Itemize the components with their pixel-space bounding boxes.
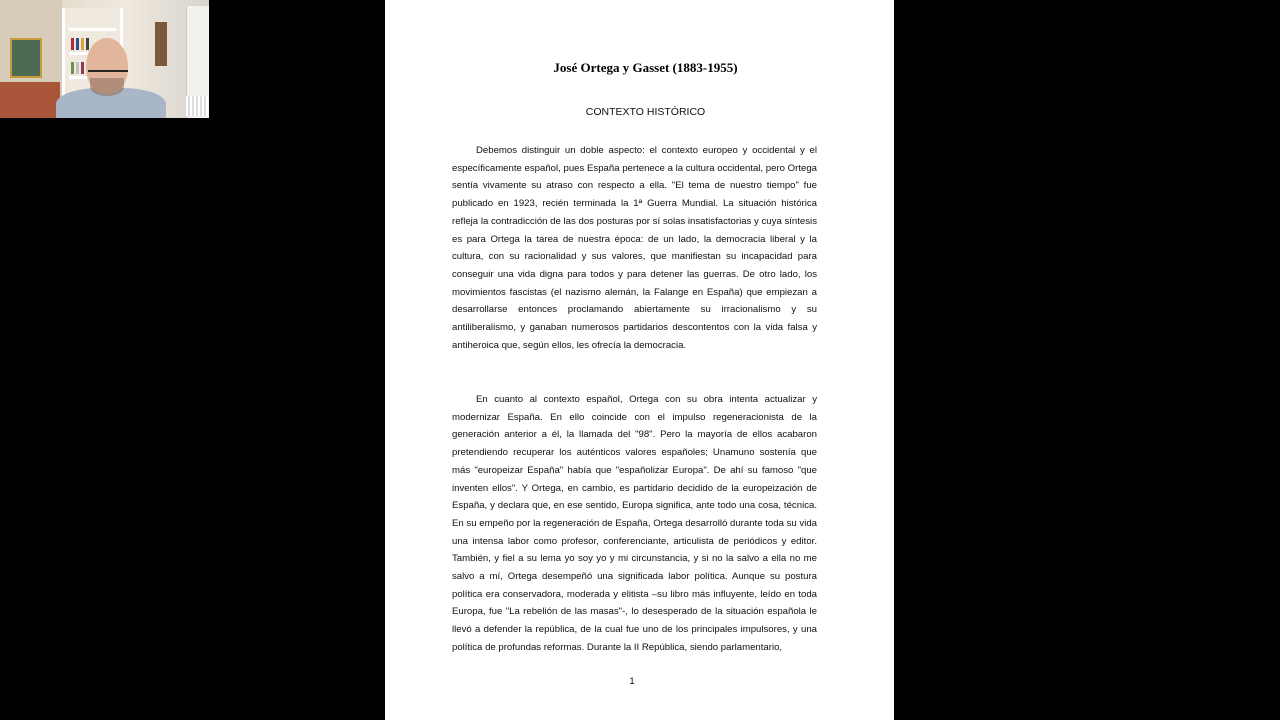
section-heading: CONTEXTO HISTÓRICO (585, 106, 706, 118)
webcam-frame (155, 22, 167, 66)
paragraph-1: Debemos distinguir un doble aspecto: el contexto europeo y occidental y el específicamente español, pues España pertenece a la cultura occidental, pero Ortega sentía vivamente su atraso con respecto a ella. "El tema de nuestro tiempo" fue publicado en 1923, recién terminada la 1ª Guerra Mundial. La situación histórica refleja la contradicción de las dos posturas por sí solas insatisfactorias y cuya síntesis es para Ortega la tarea de nuestra época: de un lado, la democracia liberal y la cultura, con su racionalidad y sus valores, que manifiestan su incapacidad para conseguir una vida digna para todos y para detener las guerras. De otro lado, los movimientos fascistas (el nazismo alemán, la Falange en España) que empiezan a desarrollarse entonces proclamando abiertamente su irracionalismo y su antiliberalismo, y ganaban numerosos partidarios descontentos con la vida falsa y antiheroica que, según ellos, les ofrecía la democracia. (452, 145, 817, 351)
webcam-person-beard (90, 78, 124, 96)
webcam-sofa (0, 82, 60, 118)
page-number: 1 (629, 676, 635, 687)
webcam-radiator (186, 96, 208, 116)
document-title: José Ortega y Gasset (1883-1955) (553, 60, 738, 75)
document-page (385, 0, 894, 720)
webcam-video-feed (0, 0, 209, 118)
webcam-poster (10, 38, 42, 78)
paragraph-2: En cuanto al contexto español, Ortega con su obra intenta actualizar y modernizar España. En ello coincide con el impulso regeneracionista de la generación anterior a él, la llamada del "98". Pero la mayoría de ellos acabaron pretendiendo recuperar los auténticos valores españoles; Unamuno sostenía que más "europeizar España" había que "españolizar Europa". De ahí su famoso "que inventen ellos". Y Ortega, en cambio, es partidario decidido de la europeización de España, y declara que, en ese sentido, Europa significa, ante todo una cosa, técnica. En su empeño por la regeneración de España, Ortega desarrolló durante toda su vida una intensa labor como profesor, conferenciante, articulista de periódicos y editor. También, y fiel a su lema yo soy yo y mi circunstancia, y si no la salvo a ella no me salvo a mí, Ortega desempeñó una significada labor política. Aunque su postura política era conservadora, moderada y elitista –su libro más influyente, leído en toda Europa, fue "La rebelión de las masas"-, lo desesperado de la situación española le llevó a defender la república, de la cual fue uno de los principales impulsores, y una política de profundas reformas. Durante la II República, siendo parlamentario, (452, 394, 817, 653)
